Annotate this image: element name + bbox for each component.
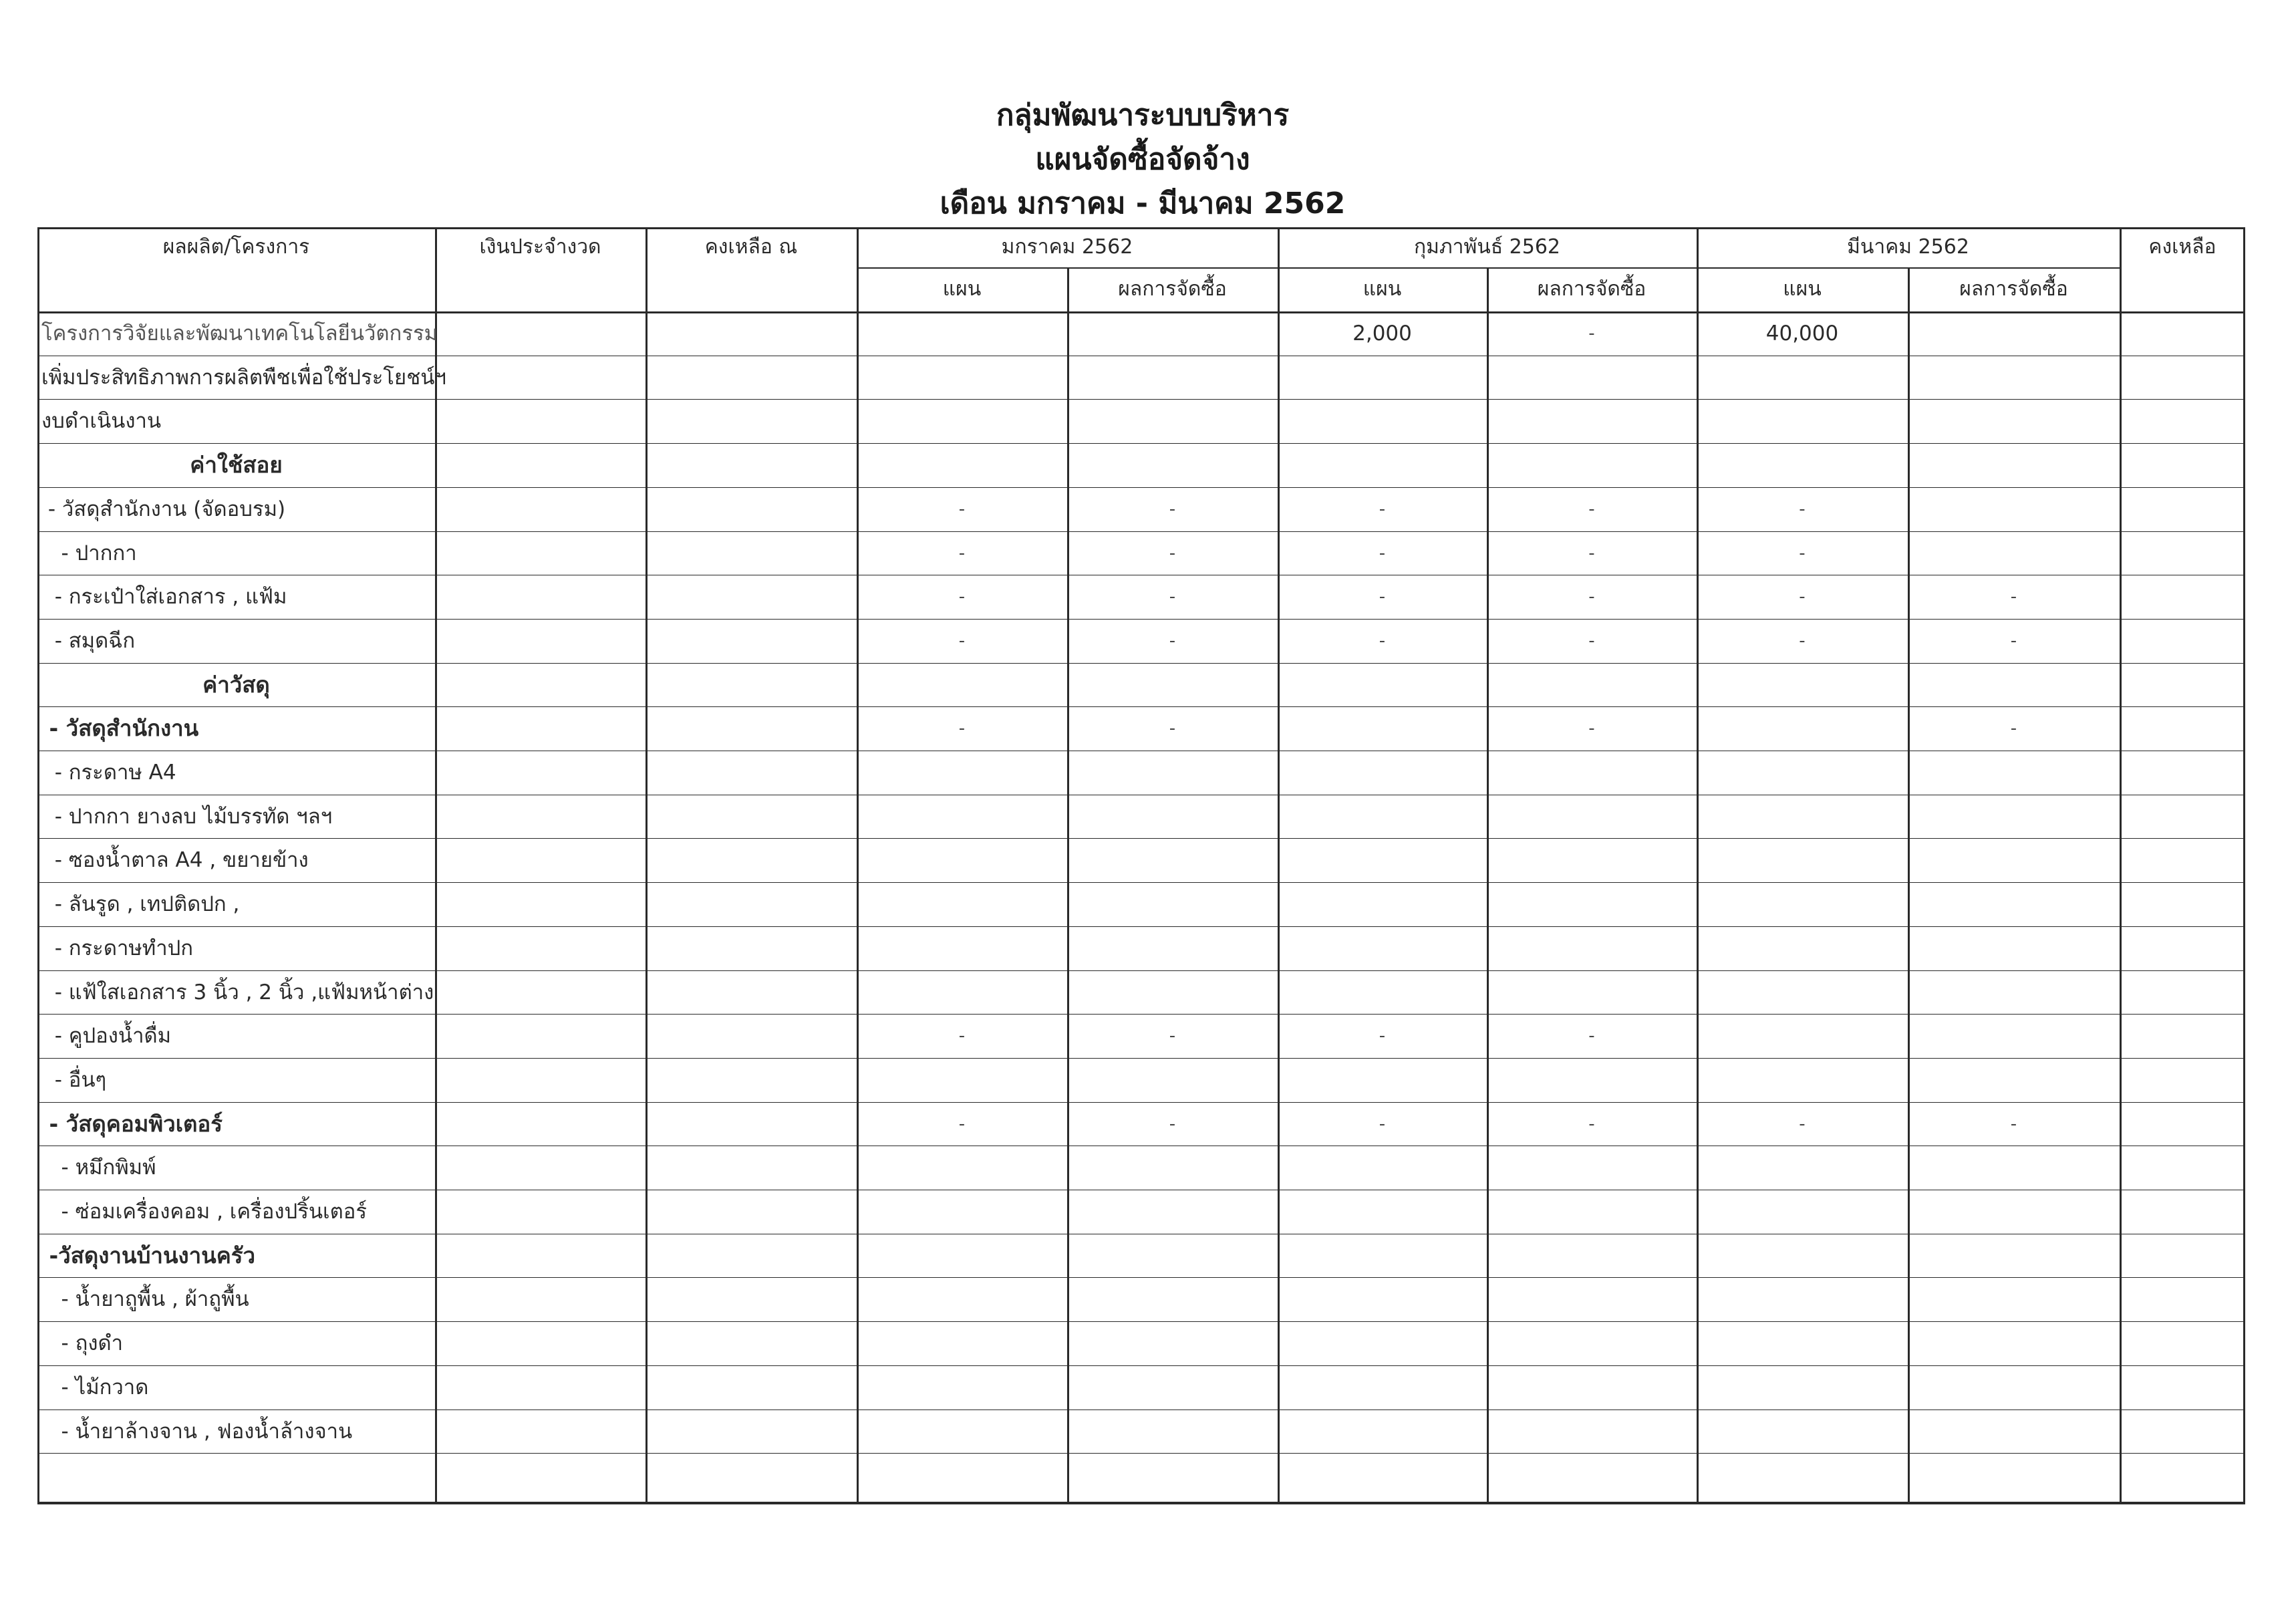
header-result: ผลการจัดซื้อ [1118,277,1227,301]
row-label: ค่าวัสดุ [202,672,270,698]
row-cell-value [1487,1410,1697,1454]
row-label: - วัสดุสำนักงาน [41,715,199,741]
row-cell-value [1697,838,1908,882]
header-remaining-at: คงเหลือ ณ [704,235,798,259]
row-cell-value [1278,1146,1487,1190]
row-label: - กระเป๋าใส่เอกสาร , แฟ้ม [41,585,287,609]
column-divider [2120,227,2122,1504]
row-cell-value [1278,751,1487,795]
row-cell-value [1908,1146,2120,1190]
row-cell-value: 2,000 [1352,321,1412,346]
row-cell-value [1487,663,1697,707]
row-cell-value [1908,1365,2120,1410]
row-cell-value: - [1799,543,1806,563]
row-cell-value [1067,663,1278,707]
row-cell-value [1278,1410,1487,1454]
row-cell-value [1487,1321,1697,1365]
row-label: - วัสดุคอมพิวเตอร์ [41,1111,223,1137]
row-cell-value [1697,970,1908,1015]
row-cell-value [1697,443,1908,487]
row-cell-value [857,1277,1067,1321]
header-budget: เงินประจำงวด [479,235,601,259]
row-cell-value [1067,356,1278,400]
row-cell-value [857,356,1067,400]
row-cell-value [1487,1453,1697,1497]
row-cell-value [1487,926,1697,970]
row-cell-value [1697,1365,1908,1410]
row-cell-value: - [1588,1114,1595,1134]
row-cell-value: - [1169,718,1176,739]
procurement-table [37,227,2245,1504]
row-cell-value [1697,706,1908,751]
row-cell-value: - [1588,323,1595,344]
row-cell-value [857,751,1067,795]
row-cell-value [1697,399,1908,443]
row-cell-value [1278,926,1487,970]
row-cell-value [1067,1190,1278,1234]
row-cell-value [1067,1234,1278,1278]
row-cell-value: - [1169,631,1176,651]
row-label: - แฟ้ใสเอกสาร 3 นิ้ว , 2 นิ้ว ,แฟ้มหน้าต่าง [41,980,434,1004]
row-label: - น้ำยาล้างจาน , ฟองน้ำล้างจาน [41,1420,353,1444]
row-cell-value [1487,1190,1697,1234]
row-cell-value [1908,311,2120,356]
row-label: - วัสดุสำนักงาน (จัดอบรม) [41,497,286,521]
row-cell-value: - [958,543,966,563]
row-label: - น้ำยาถูพื้น , ผ้าถูพื้น [41,1287,249,1311]
row-label: ค่าใช้สอย [190,452,283,478]
row-cell-value [857,838,1067,882]
row-cell-value [857,443,1067,487]
row-label: - ลันรูด , เทปติดปก , [41,892,240,916]
row-cell-value [1697,356,1908,400]
row-cell-value [1487,970,1697,1015]
row-cell-value [857,663,1067,707]
row-cell-value [1487,1277,1697,1321]
row-cell-value: - [958,631,966,651]
row-cell-value [1697,1058,1908,1102]
row-cell-value [1067,311,1278,356]
row-cell-value [1067,1146,1278,1190]
row-cell-value [1697,663,1908,707]
row-cell-value [1487,1058,1697,1102]
row-cell-value: - [1588,631,1595,651]
row-cell-value: - [2010,587,2017,607]
row-cell-value [1697,795,1908,839]
row-cell-value [1908,443,2120,487]
row-label: งบดำเนินงาน [41,409,162,433]
row-cell-value [1697,926,1908,970]
header-plan: แผน [1783,277,1822,301]
row-cell-value [1278,1365,1487,1410]
row-cell-value [1908,838,2120,882]
row-cell-value [1908,1277,2120,1321]
row-cell-value [1908,795,2120,839]
row-cell-value: - [1379,1114,1386,1134]
row-cell-value [857,795,1067,839]
row-cell-value [1278,838,1487,882]
row-cell-value: - [1169,1114,1176,1134]
row-cell-value [1487,1146,1697,1190]
row-cell-value [1067,1453,1278,1497]
row-cell-value: - [1588,718,1595,739]
row-cell-value [1697,1234,1908,1278]
row-cell-value: - [1588,499,1595,519]
table-border-bottom [37,1502,2245,1504]
row-label: โครงการวิจัยและพัฒนาเทคโนโลยีนวัตกรรม [41,321,438,346]
row-label: - ถุงดำ [41,1331,124,1355]
row-label [41,1453,466,1497]
row-cell-value: - [1588,543,1595,563]
row-cell-value [1908,487,2120,531]
row-cell-value: - [2010,631,2017,651]
row-cell-value: - [1379,587,1386,607]
row-cell-value [1487,399,1697,443]
row-cell-value [857,1190,1067,1234]
row-label: -วัสดุงานบ้านงานครัว [41,1242,256,1268]
row-cell-value [857,1453,1067,1497]
row-cell-value: - [1588,587,1595,607]
row-cell-value: - [958,718,966,739]
row-cell-value [1278,1277,1487,1321]
title-period: เดือน มกราคม - มีนาคม 2562 [940,186,1346,221]
row-label: - กระดาษ A4 [41,761,176,785]
row-cell-value [857,1410,1067,1454]
row-cell-value: - [958,499,966,519]
row-cell-value [1067,882,1278,926]
row-cell-value [1487,882,1697,926]
row-cell-value [1487,751,1697,795]
row-cell-value [1908,663,2120,707]
header-month: มีนาคม 2562 [1847,235,1969,259]
document-header [0,94,2285,226]
row-cell-value [1067,751,1278,795]
row-cell-value [1067,970,1278,1015]
header-product: ผลผลิต/โครงการ [162,235,310,259]
row-cell-value [1697,751,1908,795]
row-cell-value [1487,443,1697,487]
row-cell-value [1278,399,1487,443]
row-cell-value: - [1799,631,1806,651]
row-cell-value [1487,838,1697,882]
title-org: กลุ่มพัฒนาระบบบริหาร [996,98,1290,132]
row-cell-value: - [2010,718,2017,739]
row-cell-value [1067,926,1278,970]
row-cell-value: - [958,1026,966,1046]
row-cell-value [857,1146,1067,1190]
row-cell-value [1908,1410,2120,1454]
row-cell-value [1697,1190,1908,1234]
row-cell-value [857,1365,1067,1410]
row-cell-value [857,1321,1067,1365]
header-result: ผลการจัดซื้อ [1537,277,1646,301]
row-cell-value: 40,000 [1765,321,1839,346]
row-cell-value: - [1169,1026,1176,1046]
row-cell-value [1487,795,1697,839]
row-cell-value: - [1588,1026,1595,1046]
header-remaining: คงเหลือ [2148,235,2216,259]
row-cell-value: - [1169,543,1176,563]
row-label: - อื่นๆ [41,1068,107,1092]
row-label: - กระดาษทำปก [41,936,194,960]
row-cell-value [1697,1453,1908,1497]
row-cell-value: - [1379,631,1386,651]
row-cell-value [1067,1321,1278,1365]
row-cell-value [1278,970,1487,1015]
row-cell-value: - [958,587,966,607]
row-cell-value [1278,663,1487,707]
row-cell-value [1278,1058,1487,1102]
row-cell-value: - [958,1114,966,1134]
row-cell-value: - [1799,499,1806,519]
row-cell-value [1278,443,1487,487]
row-cell-value [1278,795,1487,839]
row-cell-value [857,926,1067,970]
row-label: - สมุดฉีก [41,629,136,653]
row-cell-value [1278,1234,1487,1278]
header-month: มกราคม 2562 [1001,235,1133,259]
row-cell-value [857,882,1067,926]
row-cell-value [1908,1014,2120,1058]
row-cell-value: - [1799,587,1806,607]
row-cell-value: - [1379,499,1386,519]
row-cell-value: - [1169,587,1176,607]
row-cell-value: - [1799,1114,1806,1134]
header-plan: แผน [942,277,982,301]
row-cell-value: - [1169,499,1176,519]
row-cell-value [1908,1190,2120,1234]
row-label: - หมึกพิมพ์ [41,1156,156,1180]
row-label: - ซ่อมเครื่องคอม , เครื่องปริ้นเตอร์ [41,1200,368,1224]
row-cell-value [1067,1277,1278,1321]
row-cell-value [1908,531,2120,575]
row-cell-value [1908,970,2120,1015]
row-cell-value [1067,443,1278,487]
row-label: - ไม้กวาด [41,1375,149,1399]
row-cell-value [1697,1014,1908,1058]
row-cell-value [1697,1321,1908,1365]
row-label: เพิ่มประสิทธิภาพการผลิตพืชเพื่อใช้ประโยชน์ฯ [41,366,446,390]
row-cell-value [1278,356,1487,400]
row-cell-value [1697,1410,1908,1454]
row-cell-value [857,1234,1067,1278]
row-cell-value [1908,1058,2120,1102]
row-cell-value [857,1058,1067,1102]
row-cell-value [1908,926,2120,970]
column-divider [2243,227,2245,1504]
row-cell-value [1487,1365,1697,1410]
row-cell-value [1908,356,2120,400]
column-divider [645,227,648,1504]
row-label: - ซองน้ำตาล A4 , ขยายข้าง [41,848,309,872]
row-cell-value: - [2010,1114,2017,1134]
column-divider [37,227,39,1504]
row-cell-value [1067,838,1278,882]
row-cell-value [1908,399,2120,443]
row-cell-value [1908,751,2120,795]
row-cell-value [1908,882,2120,926]
row-cell-value: - [1379,543,1386,563]
row-cell-value [1067,399,1278,443]
row-cell-value [1278,1321,1487,1365]
row-label: - ปากกา [41,541,137,565]
title-plan: แผนจัดซื้อจัดจ้าง [1035,142,1250,176]
header-month: กุมภาพันธ์ 2562 [1413,235,1561,259]
row-cell-value [1487,1234,1697,1278]
row-cell-value [1908,1453,2120,1497]
row-cell-value [857,311,1067,356]
row-cell-value [1908,1234,2120,1278]
row-label: - คูปองน้ำดื่ม [41,1024,172,1048]
row-cell-value [1487,356,1697,400]
header-plan: แผน [1362,277,1402,301]
row-cell-value [1278,1190,1487,1234]
row-cell-value [1278,706,1487,751]
row-cell-value [1067,795,1278,839]
row-cell-value [1278,1453,1487,1497]
row-cell-value: - [1379,1026,1386,1046]
row-cell-value [1067,1410,1278,1454]
row-label: - ปากกา ยางลบ ไม้บรรทัด ฯลฯ [41,805,333,829]
row-cell-value [1067,1365,1278,1410]
row-cell-value [857,399,1067,443]
row-cell-value [857,970,1067,1015]
row-cell-value [1697,1277,1908,1321]
row-cell-value [1697,1146,1908,1190]
header-result: ผลการจัดซื้อ [1959,277,2068,301]
row-cell-value [1697,882,1908,926]
row-cell-value [1067,1058,1278,1102]
row-cell-value [1908,1321,2120,1365]
row-cell-value [1278,882,1487,926]
